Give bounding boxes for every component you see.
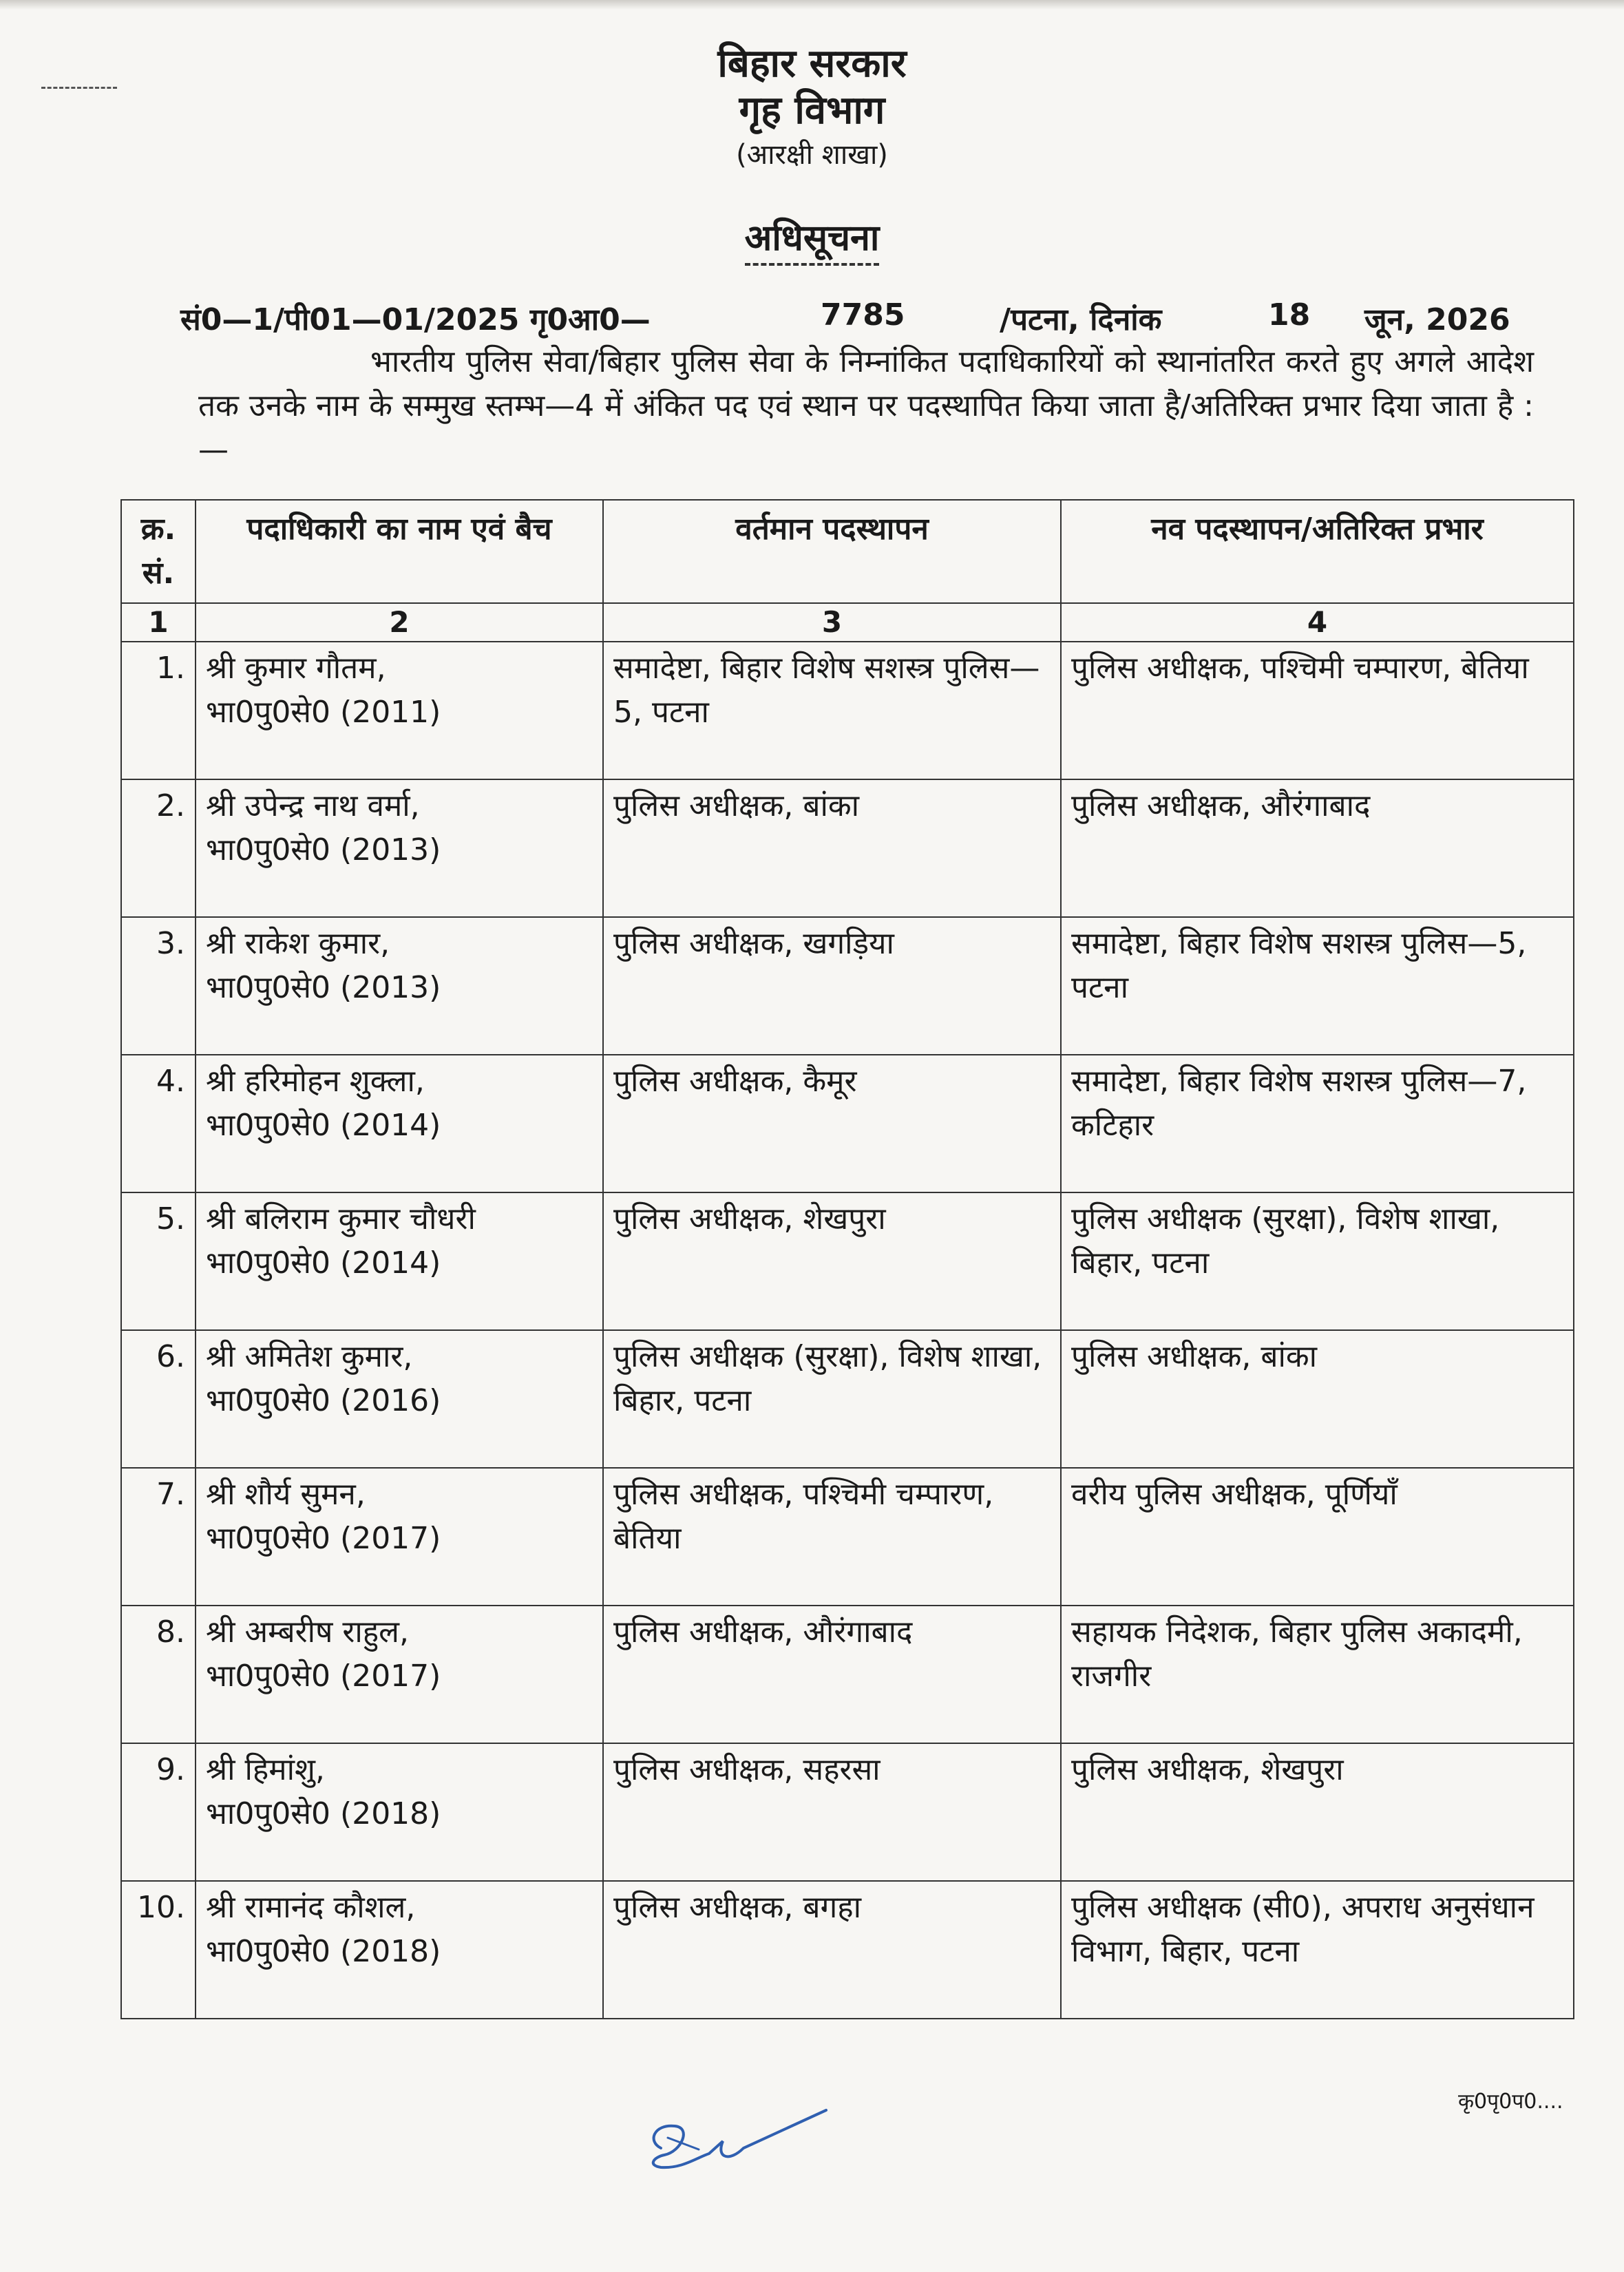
reference-month-year: जून, 2026 (1364, 302, 1510, 337)
preamble-text: भारतीय पुलिस सेवा/बिहार पुलिस सेवा के निम्नांकित पदाधिकारियों को स्थानांतरित करते हुए अगले आदेश तक उनके नाम के सम्मुख स्तम्भ—4 में अंकित पद एवं स्थान पर पदस्थापित किया जाता है/अतिरिक्त प्रभार दिया जाता है :— (198, 344, 1534, 467)
officer-batch: भा0पु0से0 (2014) (206, 1245, 441, 1281)
new-posting: पुलिस अधीक्षक (सी0), अपराध अनुसंधान विभाग, बिहार, पटना (1061, 1881, 1574, 2019)
officer-cell (196, 917, 603, 1055)
officer-name: श्री अम्बरीष राहुल, (206, 1614, 409, 1650)
notification-title-wrap (0, 212, 1624, 261)
new-posting: पुलिस अधीक्षक, शेखपुरा (1061, 1743, 1574, 1881)
current-posting: पुलिस अधीक्षक, सहरसा (603, 1743, 1061, 1881)
current-posting: पुलिस अधीक्षक, पश्चिमी चम्पारण, बेतिया (603, 1468, 1061, 1606)
table-row (121, 1330, 1574, 1468)
officer-name: श्री राकेश कुमार, (206, 926, 390, 961)
officer-cell (196, 1330, 603, 1468)
current-posting: पुलिस अधीक्षक, बगहा (603, 1881, 1061, 2019)
column-number: 4 (1061, 603, 1574, 642)
table-header-row (121, 500, 1574, 603)
table-row (121, 642, 1574, 779)
officer-name: श्री बलिराम कुमार चौधरी (206, 1201, 476, 1237)
header-new-posting: नव पदस्थापन/अतिरिक्त प्रभार (1061, 500, 1574, 603)
serial-number: 3. (121, 917, 196, 1055)
page-top-shadow (0, 0, 1624, 10)
current-posting: पुलिस अधीक्षक, बांका (603, 779, 1061, 917)
serial-number: 8. (121, 1606, 196, 1743)
serial-number: 7. (121, 1468, 196, 1606)
reference-number: 7785 (821, 297, 905, 333)
officer-name: श्री हिमांशु, (206, 1752, 325, 1787)
officer-batch: भा0पु0से0 (2016) (206, 1383, 441, 1418)
new-posting: पुलिस अधीक्षक, बांका (1061, 1330, 1574, 1468)
current-posting: पुलिस अधीक्षक, खगड़िया (603, 917, 1061, 1055)
officer-name: श्री कुमार गौतम, (206, 651, 386, 686)
table-row (121, 1743, 1574, 1881)
page-turn-note: कृ0पृ0प0.... (1458, 2090, 1563, 2114)
officer-batch: भा0पु0से0 (2017) (206, 1521, 441, 1556)
new-posting: पुलिस अधीक्षक, औरंगाबाद (1061, 779, 1574, 917)
table-row (121, 1606, 1574, 1743)
reference-place-date: /पटना, दिनांक (1000, 302, 1162, 337)
officer-cell (196, 1055, 603, 1192)
serial-number: 9. (121, 1743, 196, 1881)
postings-table (120, 499, 1574, 2019)
reference-day: 18 (1268, 297, 1311, 333)
table-row (121, 1192, 1574, 1330)
officer-name: श्री हरिमोहन शुक्ला, (206, 1064, 425, 1099)
new-posting: पुलिस अधीक्षक, पश्चिमी चम्पारण, बेतिया (1061, 642, 1574, 779)
table-row (121, 917, 1574, 1055)
officer-batch: भा0पु0से0 (2014) (206, 1108, 441, 1143)
document-header (0, 43, 1624, 170)
table-row (121, 1881, 1574, 2019)
officer-name: श्री उपेन्द्र नाथ वर्मा, (206, 788, 420, 823)
officer-batch: भा0पु0से0 (2013) (206, 832, 441, 867)
column-number: 1 (121, 603, 196, 642)
reference-prefix: सं0—1/पी01—01/2025 गृ0आ0— (180, 302, 651, 337)
column-number: 2 (196, 603, 603, 642)
new-posting: वरीय पुलिस अधीक्षक, पूर्णियाँ (1061, 1468, 1574, 1606)
officer-cell (196, 642, 603, 779)
serial-number: 2. (121, 779, 196, 917)
officer-cell (196, 1192, 603, 1330)
notification-title: अधिसूचना (745, 218, 880, 266)
officer-name: श्री अमितेश कुमार, (206, 1339, 413, 1374)
officer-batch: भा0पु0से0 (2018) (206, 1934, 441, 1969)
header-current-posting: वर्तमान पदस्थापन (603, 500, 1061, 603)
signature-mark (633, 2100, 840, 2176)
new-posting: पुलिस अधीक्षक (सुरक्षा), विशेष शाखा, बिहार, पटना (1061, 1192, 1574, 1330)
officer-cell (196, 779, 603, 917)
serial-number: 4. (121, 1055, 196, 1192)
header-serial: क्र. सं. (121, 500, 196, 603)
serial-number: 5. (121, 1192, 196, 1330)
serial-number: 1. (121, 642, 196, 779)
officer-name: श्री रामानंद कौशल, (206, 1890, 416, 1925)
column-number: 3 (603, 603, 1061, 642)
officer-batch: भा0पु0से0 (2017) (206, 1659, 441, 1694)
officer-cell (196, 1743, 603, 1881)
officer-batch: भा0पु0से0 (2018) (206, 1796, 441, 1831)
officer-batch: भा0पु0से0 (2011) (206, 695, 441, 730)
current-posting: समादेष्टा, बिहार विशेष सशस्त्र पुलिस—5, पटना (603, 642, 1061, 779)
officer-cell (196, 1468, 603, 1606)
department-name: गृह विभाग (739, 87, 885, 133)
officer-cell (196, 1606, 603, 1743)
current-posting: पुलिस अधीक्षक, कैमूर (603, 1055, 1061, 1192)
reference-line (180, 297, 1516, 339)
serial-number: 6. (121, 1330, 196, 1468)
current-posting: पुलिस अधीक्षक, औरंगाबाद (603, 1606, 1061, 1743)
table-row (121, 1468, 1574, 1606)
serial-number: 10. (121, 1881, 196, 2019)
officer-batch: भा0पु0से0 (2013) (206, 970, 441, 1005)
new-posting: समादेष्टा, बिहार विशेष सशस्त्र पुलिस—5, पटना (1061, 917, 1574, 1055)
officer-cell (196, 1881, 603, 2019)
table-row (121, 779, 1574, 917)
officer-name: श्री शौर्य सुमन, (206, 1477, 366, 1512)
column-number-row (121, 603, 1574, 642)
current-posting: पुलिस अधीक्षक (सुरक्षा), विशेष शाखा, बिहार, पटना (603, 1330, 1061, 1468)
current-posting: पुलिस अधीक्षक, शेखपुरा (603, 1192, 1061, 1330)
government-name: बिहार सरकार (717, 41, 907, 86)
new-posting: समादेष्टा, बिहार विशेष सशस्त्र पुलिस—7, कटिहार (1061, 1055, 1574, 1192)
branch-name: (आरक्षी शाखा) (736, 139, 888, 171)
new-posting: सहायक निदेशक, बिहार पुलिस अकादमी, राजगीर (1061, 1606, 1574, 1743)
table-row (121, 1055, 1574, 1192)
header-name-batch: पदाधिकारी का नाम एवं बैच (196, 500, 603, 603)
